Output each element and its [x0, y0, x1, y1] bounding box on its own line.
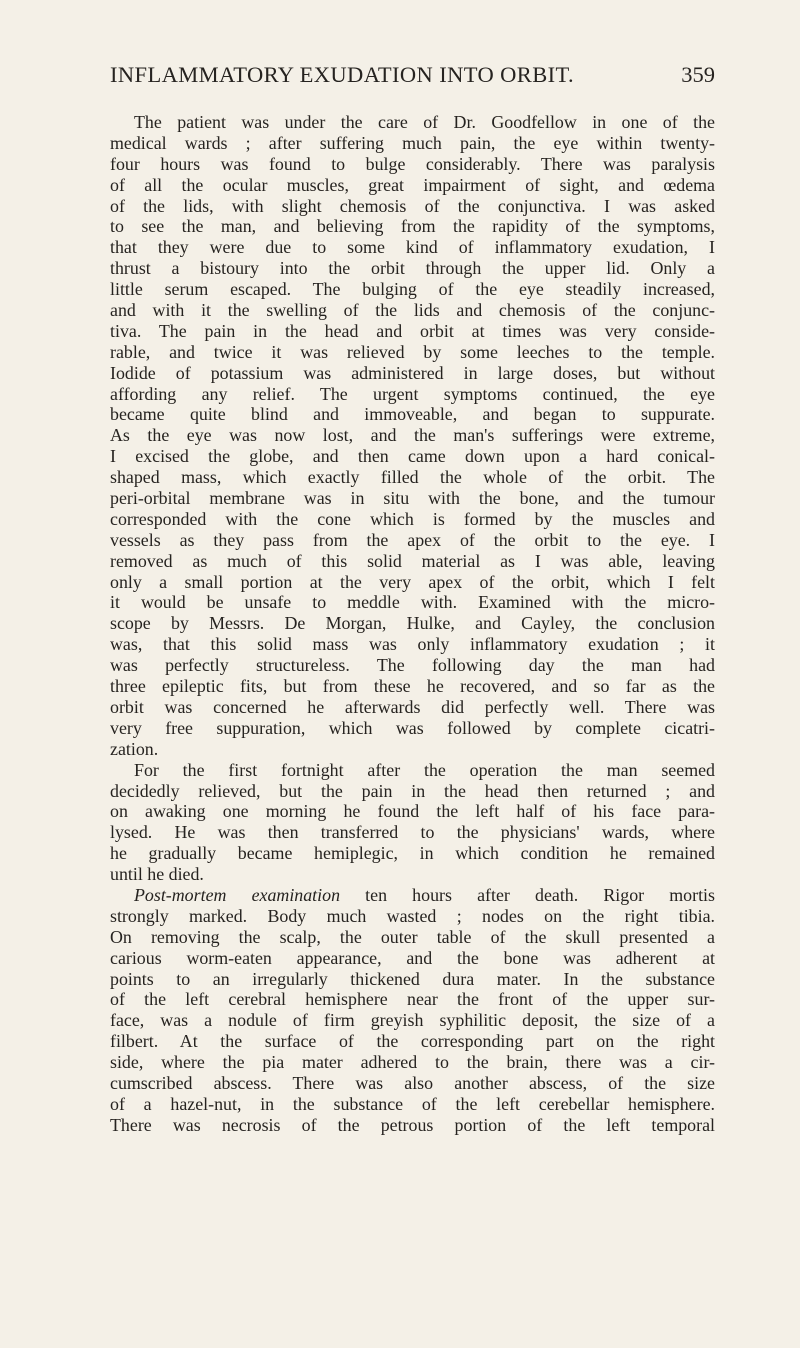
text-line — [110, 885, 715, 906]
line-text: that they were due to some kind of inflammatory exudation, I — [110, 237, 715, 258]
line-text: points to an irregularly thickened dura mater. In the substance — [110, 968, 715, 989]
line-text: three epileptic fits, but from these he recovered, and so far as the — [110, 676, 715, 697]
text-line — [110, 530, 715, 551]
text-line — [110, 781, 715, 802]
text-line — [110, 279, 715, 300]
line-text: to see the man, and believing from the rapidity of the symptoms, — [110, 216, 715, 237]
text-line — [110, 572, 715, 593]
line-text: decidedly relieved, but the pain in the head then returned ; and — [110, 780, 715, 801]
line-text: orbit was concerned he afterwards did perfectly well. There was — [110, 696, 715, 717]
italic-lead: Post-mortem examination — [134, 884, 341, 905]
line-text: face, was a nodule of firm greyish syphilitic deposit, the size of a — [110, 1010, 715, 1031]
text-line — [110, 342, 715, 363]
text-line — [110, 613, 715, 634]
text-line — [110, 634, 715, 655]
text-line — [110, 363, 715, 384]
line-text: was perfectly structureless. The following day the man had — [110, 655, 715, 676]
line-text: scope by Messrs. De Morgan, Hulke, and Cayley, the conclusion — [110, 613, 715, 634]
line-text: very free suppuration, which was followed by complete cicatri- — [110, 717, 715, 738]
text-line — [110, 446, 715, 467]
line-text: On removing the scalp, the outer table of the skull presented a — [110, 926, 715, 947]
line-text: medical wards ; after suffering much pain, the eye within twenty- — [110, 132, 715, 153]
line-text: he gradually became hemiplegic, in which condition he remained — [110, 843, 715, 864]
text-line — [110, 154, 715, 175]
text-line — [110, 1031, 715, 1052]
page-header — [110, 62, 715, 92]
text-line — [110, 822, 715, 843]
text-line — [110, 258, 715, 279]
page-number: 359 — [681, 62, 715, 87]
text-line — [110, 133, 715, 154]
line-text: and with it the swelling of the lids and chemosis of the conjunc- — [110, 300, 715, 321]
text-line — [110, 425, 715, 446]
line-text: carious worm-eaten appearance, and the bone was adherent at — [110, 947, 715, 968]
line-text: became quite blind and immoveable, and began to suppurate. — [110, 404, 715, 425]
text-line — [110, 864, 715, 885]
text-line — [110, 175, 715, 196]
text-line — [110, 760, 715, 781]
line-text: filbert. At the surface of the corresponding part on the right — [110, 1031, 715, 1052]
text-line — [110, 237, 715, 258]
text-line — [110, 384, 715, 405]
line-text: side, where the pia mater adhered to the brain, there was a cir- — [110, 1052, 715, 1073]
line-text: removed as much of this solid material as I was able, leaving — [110, 550, 715, 571]
line-text: As the eye was now lost, and the man's sufferings were extreme, — [110, 425, 715, 446]
line-text: zation. — [110, 738, 159, 759]
text-line — [110, 112, 715, 133]
text-line — [110, 1010, 715, 1031]
text-line — [110, 404, 715, 425]
line-text: I excised the globe, and then came down upon a hard conical- — [110, 446, 715, 467]
line-text: cumscribed abscess. There was also another abscess, of the size — [110, 1072, 715, 1093]
line-text: affording any relief. The urgent symptoms continued, the eye — [110, 383, 715, 404]
line-text: shaped mass, which exactly filled the whole of the orbit. The — [110, 467, 715, 488]
line-text: until he died. — [110, 864, 204, 885]
text-line — [110, 300, 715, 321]
line-text: ten hours after death. Rigor mortis — [340, 884, 715, 905]
line-text: corresponded with the cone which is formed by the muscles and — [110, 508, 715, 529]
text-line — [110, 1052, 715, 1073]
text-line — [110, 739, 715, 760]
running-head: INFLAMMATORY EXUDATION INTO ORBIT. — [110, 62, 575, 87]
text-line — [110, 1094, 715, 1115]
line-text: strongly marked. Body much wasted ; nodes on the right tibia. — [110, 905, 715, 926]
text-line — [110, 196, 715, 217]
text-line — [110, 216, 715, 237]
text-line — [110, 321, 715, 342]
line-text: rable, and twice it was relieved by some leeches to the temple. — [110, 341, 715, 362]
text-line — [110, 697, 715, 718]
line-text: of the left cerebral hemisphere near the front of the upper sur- — [110, 989, 715, 1010]
text-line — [110, 509, 715, 530]
text-line — [110, 592, 715, 613]
text-line — [110, 948, 715, 969]
text-line — [110, 927, 715, 948]
line-text: tiva. The pain in the head and orbit at times was very conside- — [110, 320, 715, 341]
line-text: it would be unsafe to meddle with. Examined with the micro- — [110, 592, 715, 613]
line-text: only a small portion at the very apex of the orbit, which I felt — [110, 571, 715, 592]
text-line — [110, 843, 715, 864]
text-line — [110, 1115, 715, 1136]
line-text: thrust a bistoury into the orbit through the upper lid. Only a — [110, 258, 715, 279]
text-line — [110, 718, 715, 739]
text-line — [110, 1073, 715, 1094]
line-text: peri-orbital membrane was in situ with the bone, and the tumour — [110, 488, 715, 509]
text-line — [110, 551, 715, 572]
line-text: on awaking one morning he found the left half of his face para- — [110, 801, 715, 822]
text-line — [110, 969, 715, 990]
body-text — [110, 112, 715, 1136]
text-line — [110, 676, 715, 697]
line-text: of the lids, with slight chemosis of the conjunctiva. I was asked — [110, 195, 715, 216]
line-text: Iodide of potassium was administered in large doses, but without — [110, 362, 715, 383]
text-line — [110, 906, 715, 927]
text-line — [110, 655, 715, 676]
text-line — [110, 989, 715, 1010]
line-text: vessels as they pass from the apex of the orbit to the eye. I — [110, 529, 715, 550]
line-text: lysed. He was then transferred to the physicians' wards, where — [110, 822, 715, 843]
line-text: little serum escaped. The bulging of the eye steadily increased, — [110, 279, 715, 300]
line-text: There was necrosis of the petrous portion of the left temporal — [110, 1114, 715, 1135]
line-text: The patient was under the care of Dr. Goodfellow in one of the — [134, 112, 715, 132]
line-text: four hours was found to bulge considerably. There was paralysis — [110, 153, 715, 174]
line-text: was, that this solid mass was only inflammatory exudation ; it — [110, 634, 715, 655]
text-line — [110, 801, 715, 822]
line-text: For the first fortnight after the operation the man seemed — [134, 759, 715, 780]
text-line — [110, 467, 715, 488]
text-line — [110, 488, 715, 509]
line-text: of all the ocular muscles, great impairment of sight, and œdema — [110, 174, 715, 195]
line-text: of a hazel-nut, in the substance of the left cerebellar hemisphere. — [110, 1093, 715, 1114]
